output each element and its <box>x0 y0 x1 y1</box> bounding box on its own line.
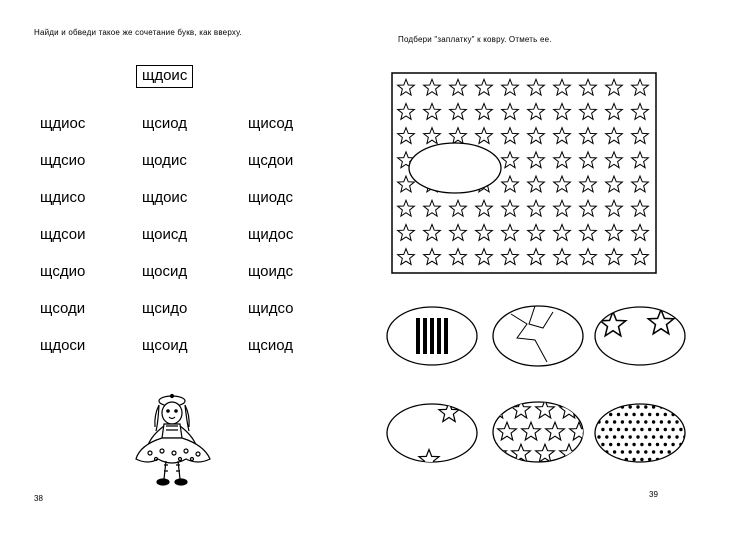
dot-shape <box>679 428 682 431</box>
word-option[interactable]: щосид <box>142 263 188 280</box>
sample-word-box <box>136 65 193 88</box>
word-option[interactable]: щдоси <box>40 337 86 354</box>
dot-shape <box>632 443 635 446</box>
dot-shape <box>648 458 651 461</box>
word-option[interactable]: щидсо <box>248 300 294 317</box>
dot-shape <box>671 443 674 446</box>
dot-shape <box>668 435 671 438</box>
dot-shape <box>648 443 651 446</box>
word-option[interactable]: щдисо <box>40 189 86 206</box>
dot-shape <box>621 450 624 453</box>
dot-shape <box>629 405 632 408</box>
word-option[interactable]: щоидс <box>248 263 294 280</box>
dot-shape <box>621 435 624 438</box>
dot-shape <box>644 435 647 438</box>
dot-shape <box>648 413 651 416</box>
word-option[interactable]: щсдои <box>248 152 294 169</box>
dot-shape <box>629 450 632 453</box>
dot-shape <box>605 435 608 438</box>
dot-shape <box>609 413 612 416</box>
dot-shape <box>664 443 667 446</box>
dot-shape <box>597 405 600 408</box>
dot-shape <box>644 405 647 408</box>
word-option[interactable]: щисод <box>248 115 294 132</box>
word-option[interactable]: щиодс <box>248 189 293 206</box>
rug-with-hole <box>391 72 657 274</box>
star-shape <box>584 400 585 418</box>
dot-shape <box>605 405 608 408</box>
dot-shape <box>609 428 612 431</box>
dot-shape <box>629 420 632 423</box>
word-option[interactable]: щоисд <box>142 226 188 243</box>
missing-patch-hole <box>409 143 501 193</box>
dot-shape <box>644 420 647 423</box>
dot-shape <box>609 458 612 461</box>
word-option[interactable]: щидос <box>248 226 294 243</box>
dot-shape <box>668 450 671 453</box>
dot-shape <box>656 428 659 431</box>
dot-shape <box>679 413 682 416</box>
word-option[interactable]: щдсио <box>40 152 86 169</box>
dot-shape <box>613 435 616 438</box>
page-number: 39 <box>649 490 658 499</box>
dot-shape <box>625 413 628 416</box>
dot-shape <box>660 450 663 453</box>
word-option[interactable]: щсидо <box>142 300 188 317</box>
dot-shape <box>617 443 620 446</box>
patch-option-dots[interactable] <box>593 402 687 464</box>
dot-shape <box>660 420 663 423</box>
dot-shape <box>640 413 643 416</box>
right-page <box>365 0 730 540</box>
patch-option-stripes[interactable] <box>385 305 479 367</box>
dot-shape <box>679 458 682 461</box>
dot-shape <box>640 443 643 446</box>
dot-shape <box>652 420 655 423</box>
word-option[interactable]: щдсои <box>40 226 86 243</box>
dot-shape <box>675 405 678 408</box>
dot-shape <box>675 420 678 423</box>
dot-shape <box>644 450 647 453</box>
dot-shape <box>675 435 678 438</box>
dot-shape <box>597 450 600 453</box>
word-option[interactable]: щсоид <box>142 337 188 354</box>
dot-shape <box>671 428 674 431</box>
dot-shape <box>636 435 639 438</box>
dot-shape <box>601 443 604 446</box>
word-option[interactable]: щсоди <box>40 300 86 317</box>
dot-shape <box>664 458 667 461</box>
dot-shape <box>656 413 659 416</box>
dot-shape <box>617 413 620 416</box>
page-number: 38 <box>34 494 43 503</box>
sample-word: щдоис <box>142 67 188 84</box>
dot-shape <box>601 458 604 461</box>
dot-shape <box>683 450 686 453</box>
dot-shape <box>625 428 628 431</box>
word-option[interactable]: щдиос <box>40 115 86 132</box>
dot-shape <box>652 435 655 438</box>
dot-shape <box>629 435 632 438</box>
dot-shape <box>621 420 624 423</box>
dot-shape <box>613 450 616 453</box>
dot-shape <box>636 450 639 453</box>
dot-shape <box>632 428 635 431</box>
dot-shape <box>668 405 671 408</box>
dot-shape <box>683 420 686 423</box>
word-option[interactable]: щсдио <box>40 263 86 280</box>
dot-shape <box>632 458 635 461</box>
dot-shape <box>609 443 612 446</box>
dot-shape <box>660 435 663 438</box>
patch-option-star-grid[interactable] <box>491 400 585 464</box>
dot-shape <box>640 428 643 431</box>
word-option[interactable]: щодис <box>142 152 187 169</box>
task-instruction: Найди и обведи такое же сочетание букв, как вверху. <box>34 28 242 37</box>
dot-shape <box>664 413 667 416</box>
star-shape <box>584 444 585 462</box>
patch-option-sparse-stars[interactable] <box>385 402 479 464</box>
dot-shape <box>648 428 651 431</box>
dot-shape <box>617 428 620 431</box>
girl-illustration <box>128 393 218 493</box>
dot-shape <box>656 443 659 446</box>
dot-shape <box>613 420 616 423</box>
patch-option-large-stars[interactable] <box>593 305 687 367</box>
dot-shape <box>597 435 600 438</box>
dot-shape <box>632 413 635 416</box>
patch-option-star-fragment[interactable] <box>491 304 585 368</box>
dot-shape <box>652 405 655 408</box>
dot-shape <box>664 428 667 431</box>
dot-shape <box>601 428 604 431</box>
dot-shape <box>640 458 643 461</box>
dot-shape <box>683 405 686 408</box>
dot-shape <box>636 420 639 423</box>
dot-shape <box>625 443 628 446</box>
word-option[interactable]: щсиод <box>142 115 187 132</box>
task-instruction: Подбери "заплатку" к ковру. Отметь ее. <box>398 35 552 44</box>
dot-shape <box>636 405 639 408</box>
word-option[interactable]: щсиод <box>248 337 293 354</box>
dot-shape <box>652 450 655 453</box>
word-option[interactable]: щдоис <box>142 189 188 206</box>
dot-shape <box>668 420 671 423</box>
dot-shape <box>671 458 674 461</box>
dot-shape <box>605 420 608 423</box>
